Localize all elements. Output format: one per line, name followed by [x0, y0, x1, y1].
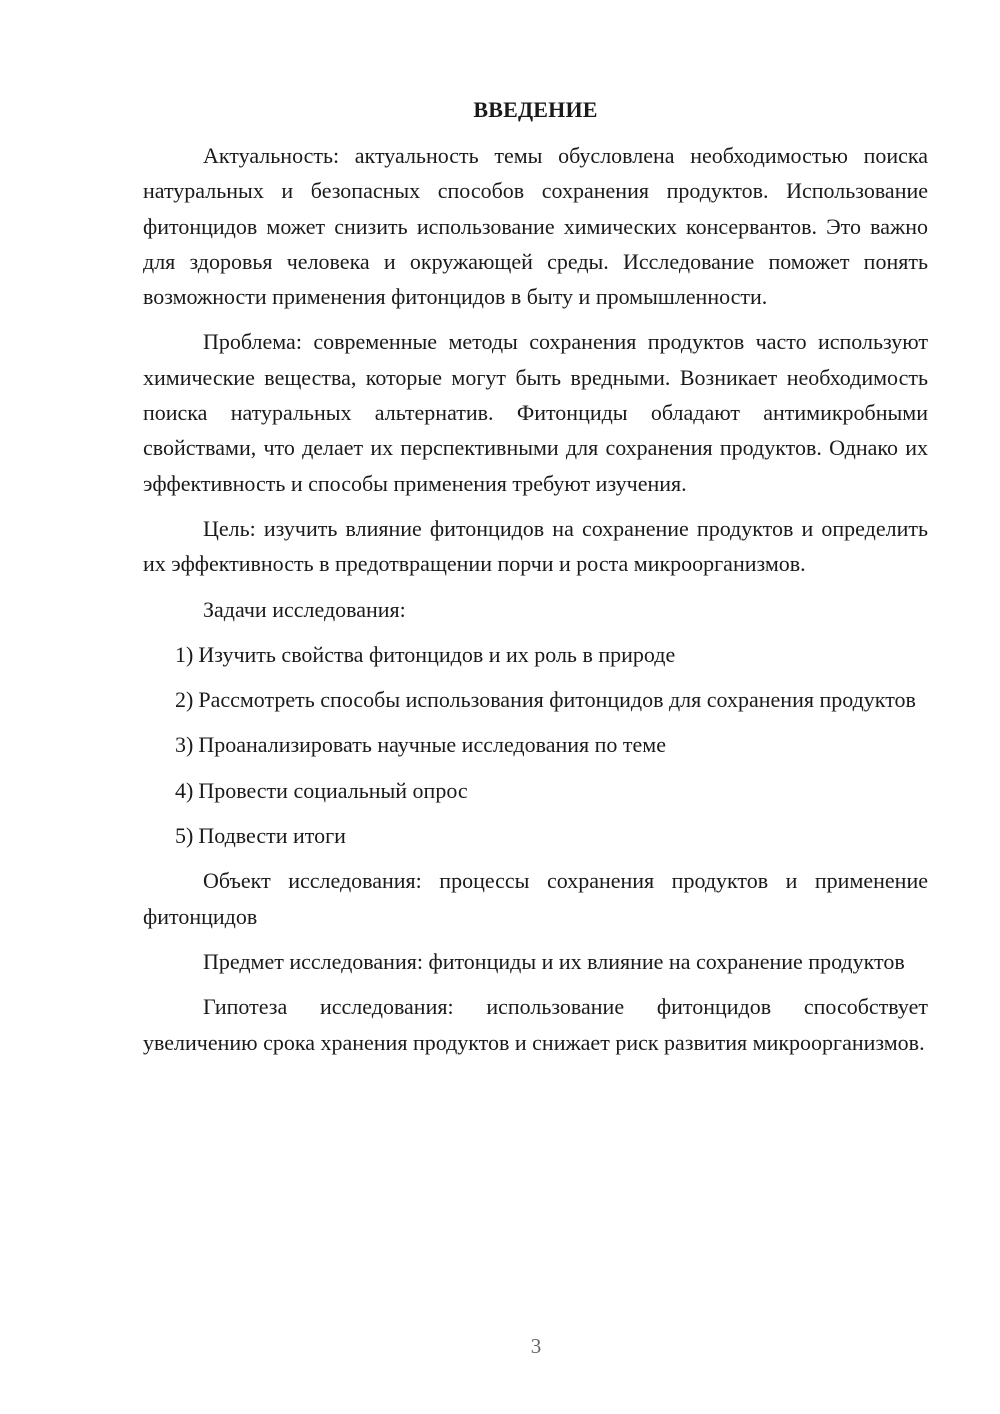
task-item-2 [143, 682, 928, 717]
task-item-1 [143, 637, 928, 672]
task-text: Рассмотреть способы использования фитонцидов для сохранения продуктов [198, 687, 916, 713]
task-item-4 [143, 773, 928, 808]
task-text: Провести социальный опрос [198, 777, 468, 803]
task-number: 4) [175, 777, 194, 803]
problem-paragraph: Проблема: современные методы сохранения продуктов часто используют химические вещества, которые могут быть вредными. Возникает необходимость поиска натуральных альтернатив. Фитонциды обладают антимикробными свойствами, что делает их перспективными для сохранения продуктов. Однако их эффективность и способы применения требуют изучения. [143, 329, 928, 496]
task-number: 2) [175, 687, 194, 713]
task-text: Проанализировать научные исследования по теме [198, 732, 666, 758]
task-item-3 [143, 727, 928, 762]
task-number: 5) [175, 823, 194, 849]
task-text: Подвести итоги [198, 823, 346, 849]
object-paragraph: Объект исследования: процессы сохранения продуктов и применение фитонцидов [143, 868, 928, 929]
relevance-paragraph: Актуальность: актуальность темы обусловлена необходимостью поиска натуральных и безопасных способов сохранения продуктов. Использование фитонцидов может снизить использование химических консервантов. Это важно для здоровья человека и окружающей среды. Исследование поможет понять возможности применения фитонцидов в быту и промышленности. [143, 143, 928, 310]
page-number: 3 [530, 1334, 542, 1358]
subject-paragraph: Предмет исследования: фитонциды и их влияние на сохранение продуктов [203, 948, 905, 974]
hypothesis-paragraph: Гипотеза исследования: использование фитонцидов способствует увеличению срока хранения продуктов и снижает риск развития микроорганизмов. [143, 994, 928, 1055]
task-item-5 [143, 818, 928, 853]
section-heading: ВВЕДЕНИЕ [473, 97, 598, 122]
task-number: 3) [175, 732, 194, 758]
task-text: Изучить свойства фитонцидов и их роль в природе [198, 641, 676, 667]
page-content [143, 92, 928, 1070]
tasks-heading: Задачи исследования: [203, 596, 406, 622]
task-number: 1) [175, 641, 194, 667]
goal-paragraph: Цель: изучить влияние фитонцидов на сохранение продуктов и определить их эффективность в предотвращении порчи и роста микроорганизмов. [143, 515, 928, 577]
